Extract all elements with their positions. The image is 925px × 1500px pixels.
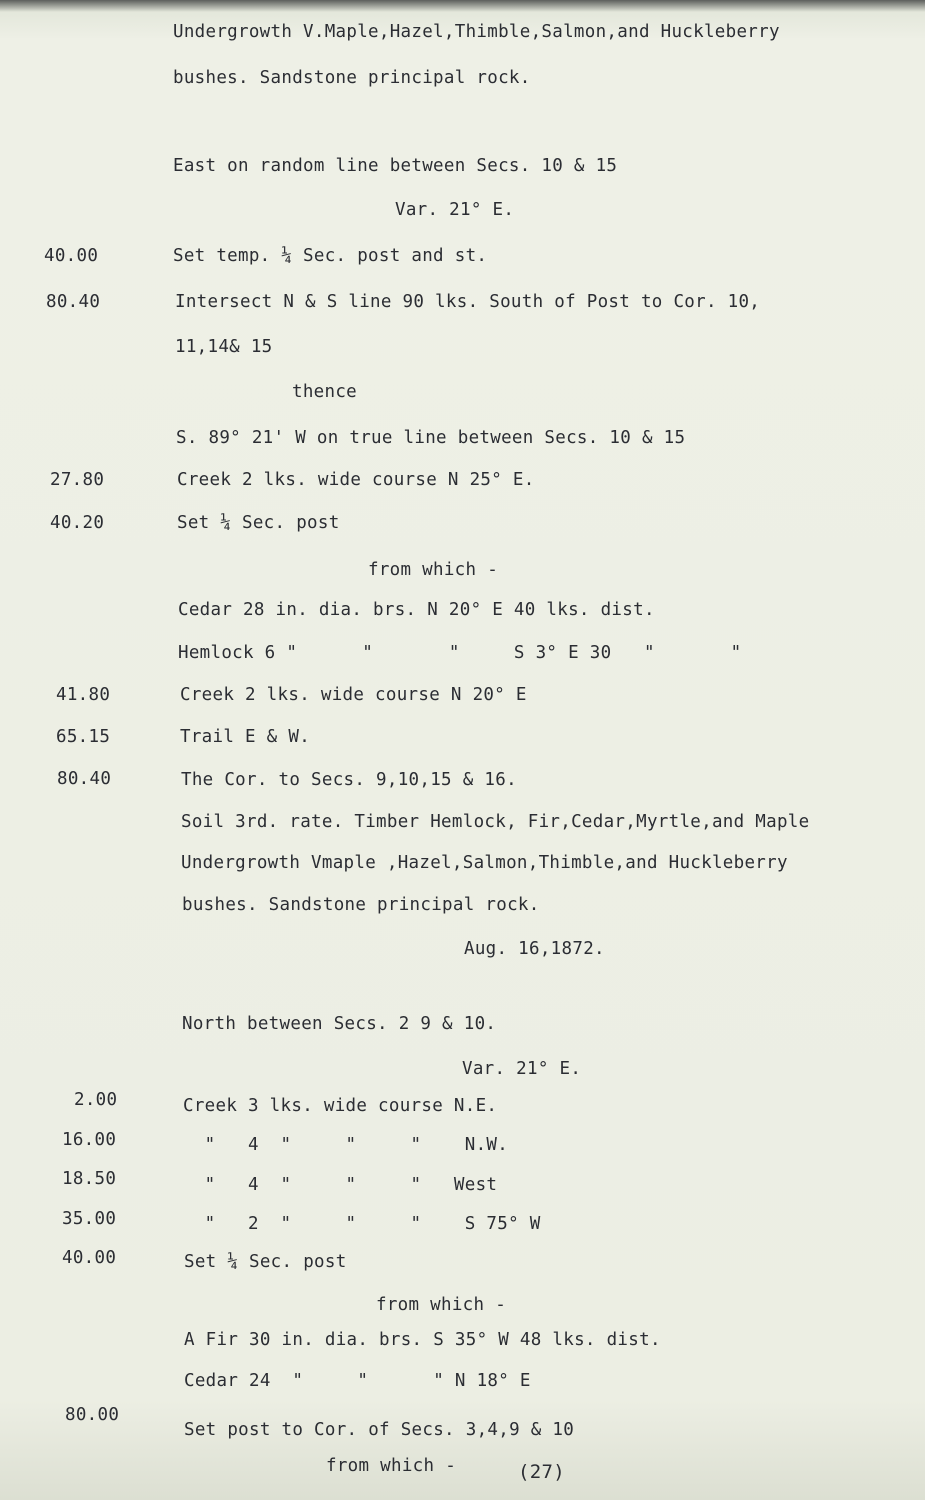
text-line: Undergrowth V.Maple,Hazel,Thimble,Salmon,and Huckleberry [173, 22, 780, 42]
text-line: Hemlock 6 " " " S 3° E 30 " " [178, 643, 742, 663]
text-line: Set post to Cor. of Secs. 3,4,9 & 10 [184, 1420, 575, 1440]
chain-distance: 16.00 [62, 1130, 117, 1150]
chain-distance: 40.00 [44, 246, 99, 266]
variation-heading: Var. 21° E. [462, 1059, 582, 1079]
from-which-heading: from which - [376, 1295, 507, 1315]
text-line: Set ¼ Sec. post [177, 513, 340, 533]
page-number: (27) [518, 1461, 565, 1483]
text-line: Undergrowth Vmaple ,Hazel,Salmon,Thimble,and Huckleberry [181, 853, 788, 873]
text-line: Set temp. ¼ Sec. post and st. [173, 246, 488, 266]
text-line: " 4 " " " West [183, 1175, 498, 1195]
text-line: S. 89° 21' W on true line between Secs. 10 & 15 [176, 428, 686, 448]
page-top-shadow [0, 0, 925, 12]
text-line: Creek 2 lks. wide course N 25° E. [177, 470, 535, 490]
chain-distance: 2.00 [74, 1090, 118, 1110]
chain-distance: 80.00 [65, 1405, 120, 1425]
text-line: Intersect N & S line 90 lks. South of Post to Cor. 10, [175, 292, 761, 312]
text-line: Cedar 28 in. dia. brs. N 20° E 40 lks. dist. [178, 600, 655, 620]
chain-distance: 65.15 [56, 727, 111, 747]
text-line: North between Secs. 2 9 & 10. [182, 1014, 497, 1034]
text-line: 11,14& 15 [175, 337, 273, 357]
chain-distance: 80.40 [57, 769, 112, 789]
text-line: East on random line between Secs. 10 & 15 [173, 156, 618, 176]
text-line: Soil 3rd. rate. Timber Hemlock, Fir,Cedar,Myrtle,and Maple [181, 812, 810, 832]
chain-distance: 40.20 [50, 513, 105, 533]
text-line: Creek 2 lks. wide course N 20° E [180, 685, 527, 705]
text-line: " 4 " " " N.W. [183, 1135, 509, 1155]
chain-distance: 80.40 [46, 292, 101, 312]
date-heading: Aug. 16,1872. [464, 939, 605, 959]
text-line: A Fir 30 in. dia. brs. S 35° W 48 lks. dist. [184, 1330, 661, 1350]
thence-heading: thence [292, 382, 358, 402]
chain-distance: 40.00 [62, 1248, 117, 1268]
chain-distance: 18.50 [62, 1169, 117, 1189]
text-line: " 2 " " " S 75° W [183, 1214, 541, 1234]
chain-distance: 35.00 [62, 1209, 117, 1229]
text-line: The Cor. to Secs. 9,10,15 & 16. [181, 770, 517, 790]
text-line: Cedar 24 " " " N 18° E [184, 1371, 531, 1391]
chain-distance: 41.80 [56, 685, 111, 705]
from-which-heading: from which - [368, 560, 499, 580]
text-line: Set ¼ Sec. post [184, 1252, 347, 1272]
variation-heading: Var. 21° E. [395, 200, 515, 220]
text-line: Creek 3 lks. wide course N.E. [183, 1096, 498, 1116]
chain-distance: 27.80 [50, 470, 105, 490]
text-line: bushes. Sandstone principal rock. [182, 895, 540, 915]
text-line: Trail E & W. [180, 727, 311, 747]
text-line: bushes. Sandstone principal rock. [173, 68, 531, 88]
from-which-heading: from which - [326, 1456, 457, 1476]
